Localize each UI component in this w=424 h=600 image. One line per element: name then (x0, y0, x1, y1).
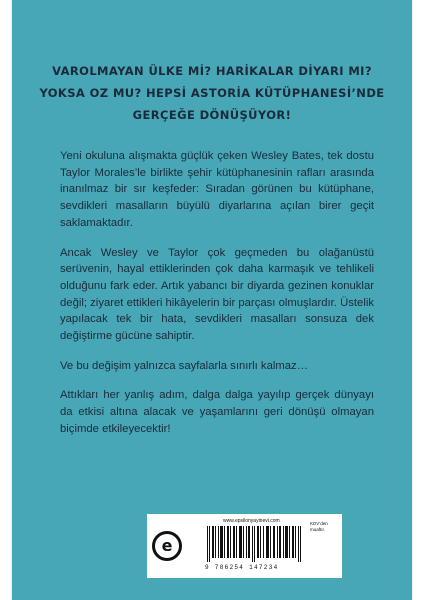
epsilon-publisher-logo-icon (152, 531, 182, 561)
tax-note-line-2: muaftır. (310, 526, 326, 532)
publisher-website: www.epsilonyayinevi.com (223, 518, 280, 524)
blurb-paragraph-3: Ve bu değişim yalnızca sayfalarla sınırlı kalmaz… (60, 359, 309, 372)
book-back-cover (12, 0, 412, 600)
blurb-paragraph-4: Attıkları her yanlış adım, dalga dalga yayılıp gerçek dünyayı da etkisi altına alacak ve yaşamlarını geri dönüşü olmayan biçimde etkileyecektir! (60, 389, 374, 435)
barcode-box (147, 514, 342, 578)
cover-headline (12, 60, 412, 126)
logo-letter: e (161, 536, 173, 555)
headline-line-1: VAROLMAYAN ÜLKE Mİ? HARİKALAR DİYARI MI? (52, 64, 372, 78)
blurb-paragraph-2: Ancak Wesley ve Taylor çok geçmeden bu olağanüstü serüvenin, hayal ettiklerinden çok daha karmaşık ve tehlikeli olduğunu fark eder. Artık yabancı bir diyarda gezinen konuklar değil; ziyaret ettikleri hikâyelerin bir parçası olmuşlardır. Üstelik yapılacak tek bir hata, sevdikleri masalları sonsuza dek değiştirme gücüne sahiptir. (60, 246, 374, 343)
blurb-text (60, 148, 374, 451)
tax-note-line-1: KDV’den (310, 521, 328, 526)
headline-line-2: YOKSA OZ MU? HEPSİ ASTORİA KÜTÜPHANESİ’NDE (39, 86, 385, 100)
isbn-barcode (207, 526, 302, 562)
isbn-number: 9 786254 147234 (205, 564, 279, 571)
tax-note (310, 521, 328, 532)
blurb-paragraph-1: Yeni okuluna alışmakta güçlük çeken Wesley Bates, tek dostu Taylor Morales’le birlikte şehir kütüphanesinin rafları arasında inanılmaz bir sır keşfeder: Sıradan görünen bu kütüphane, sevdikleri masalların büyülü diyarlarına açılan birer geçit saklamaktadır. (60, 150, 374, 229)
headline-line-3: GERÇEĞE DÖNÜŞÜYOR! (132, 108, 292, 122)
